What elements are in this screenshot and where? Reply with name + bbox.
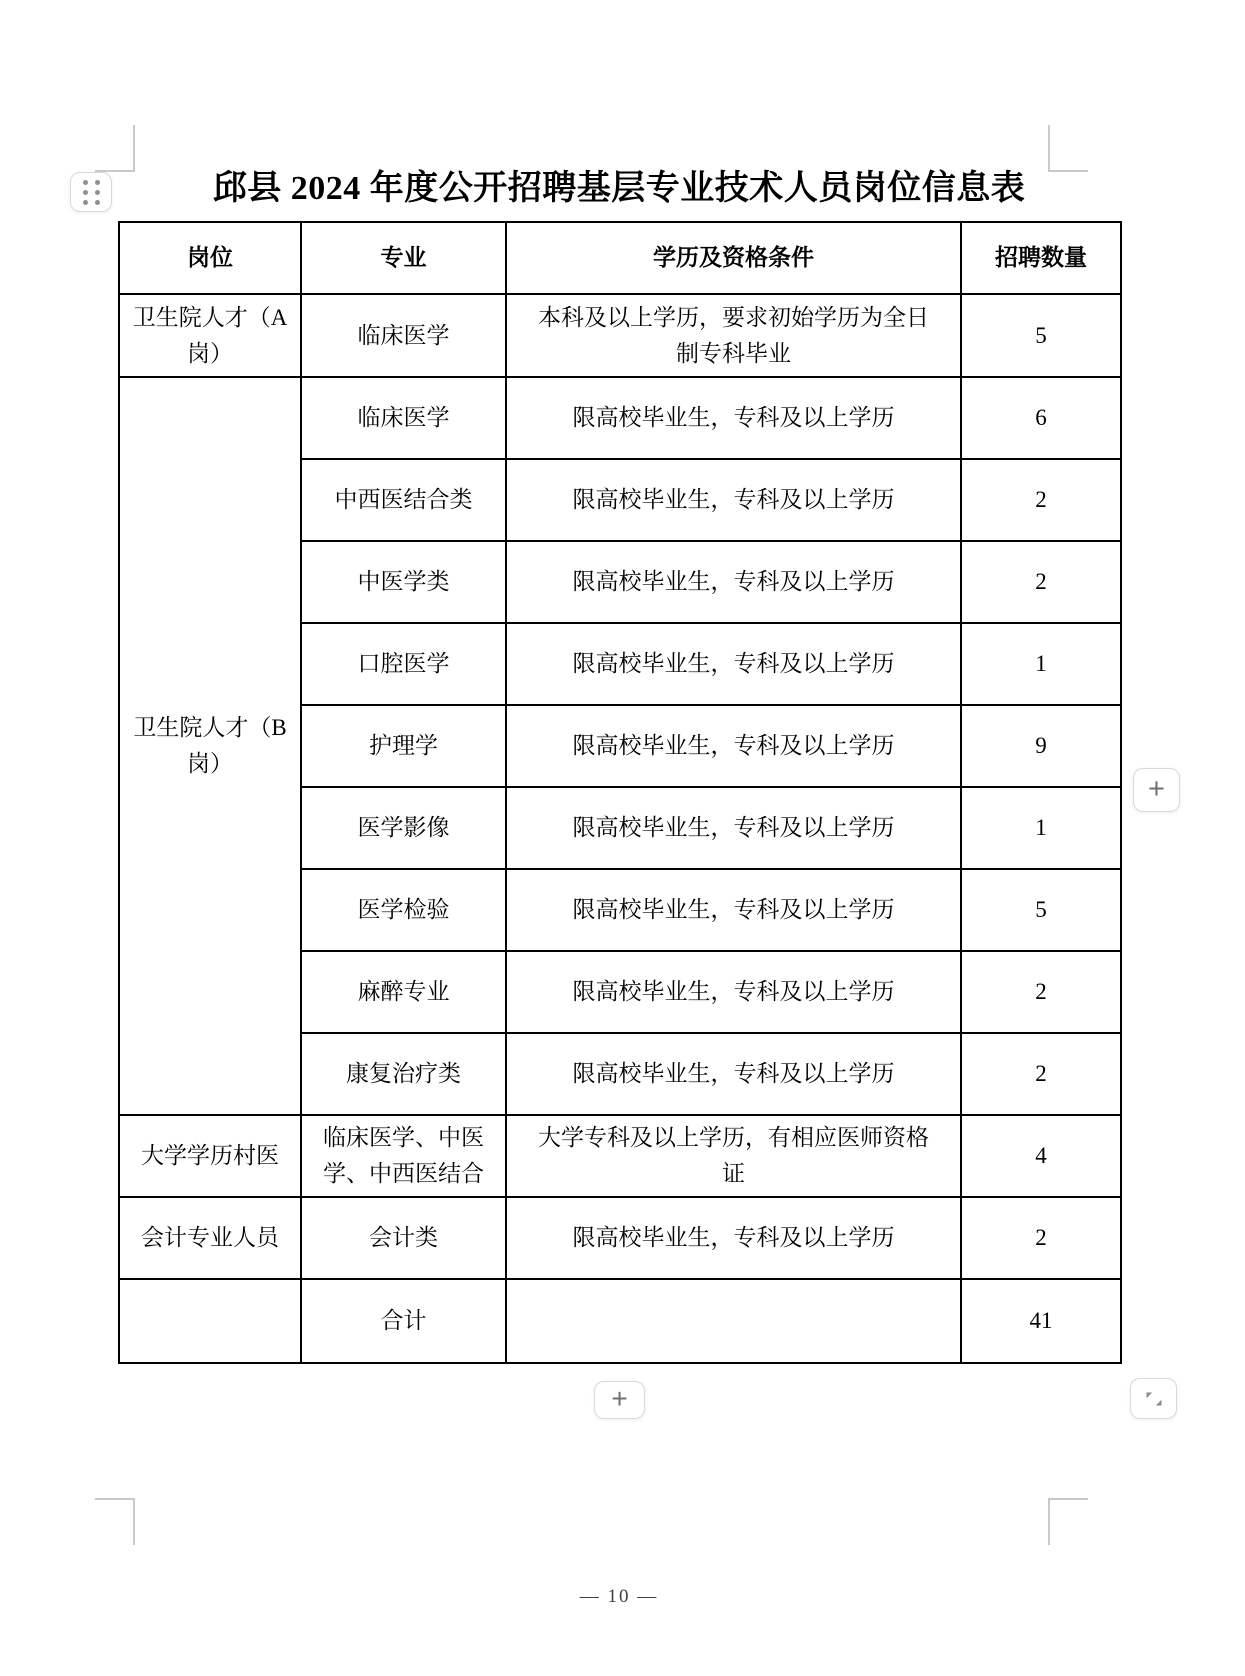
expand-table-button[interactable] <box>1130 1378 1177 1419</box>
major-cell: 麻醉专业 <box>301 951 506 1033</box>
major-cell: 临床医学 <box>301 294 506 377</box>
major-cell: 医学检验 <box>301 869 506 951</box>
count-cell: 4 <box>961 1115 1121 1197</box>
plus-icon: + <box>611 1383 628 1414</box>
table-row <box>119 1279 1121 1363</box>
major-cell: 护理学 <box>301 705 506 787</box>
count-cell: 6 <box>961 377 1121 459</box>
requirement-cell <box>506 1279 961 1363</box>
header-position: 岗位 <box>119 222 301 294</box>
table-row <box>119 1115 1121 1197</box>
table-row <box>119 294 1121 377</box>
recruitment-table <box>118 221 1122 1364</box>
count-cell: 5 <box>961 294 1121 377</box>
major-cell: 口腔医学 <box>301 623 506 705</box>
count-cell: 2 <box>961 951 1121 1033</box>
major-cell: 康复治疗类 <box>301 1033 506 1115</box>
requirement-cell: 限高校毕业生，专科及以上学历 <box>506 1033 961 1115</box>
count-cell: 2 <box>961 1197 1121 1279</box>
diagonal-expand-icon <box>1144 1390 1164 1408</box>
requirement-cell: 限高校毕业生，专科及以上学历 <box>506 787 961 869</box>
add-row-button[interactable] <box>594 1381 645 1419</box>
major-cell: 中医学类 <box>301 541 506 623</box>
count-cell: 1 <box>961 623 1121 705</box>
major-cell: 合计 <box>301 1279 506 1363</box>
add-column-button[interactable] <box>1133 768 1180 812</box>
requirement-cell: 大学专科及以上学历，有相应医师资格证 <box>506 1115 961 1197</box>
requirement-cell: 限高校毕业生，专科及以上学历 <box>506 377 961 459</box>
count-cell: 5 <box>961 869 1121 951</box>
header-row <box>119 222 1121 294</box>
position-cell: 大学学历村医 <box>119 1115 301 1197</box>
requirement-cell: 限高校毕业生，专科及以上学历 <box>506 869 961 951</box>
plus-icon: + <box>1148 772 1165 805</box>
major-cell: 中西医结合类 <box>301 459 506 541</box>
requirement-cell: 限高校毕业生，专科及以上学历 <box>506 623 961 705</box>
drag-dots-icon <box>83 180 100 205</box>
count-cell: 2 <box>961 459 1121 541</box>
requirement-cell: 限高校毕业生，专科及以上学历 <box>506 951 961 1033</box>
header-count: 招聘数量 <box>961 222 1121 294</box>
position-cell: 卫生院人才（B岗） <box>119 377 301 1115</box>
requirement-cell: 本科及以上学历，要求初始学历为全日制专科毕业 <box>506 294 961 377</box>
page-number: — 10 — <box>579 1586 659 1607</box>
major-cell: 临床医学 <box>301 377 506 459</box>
requirement-cell: 限高校毕业生，专科及以上学历 <box>506 705 961 787</box>
count-cell: 41 <box>961 1279 1121 1363</box>
boundary-mark-bottom-right <box>1048 1498 1088 1545</box>
position-cell <box>119 1279 301 1363</box>
major-cell: 会计类 <box>301 1197 506 1279</box>
count-cell: 2 <box>961 1033 1121 1115</box>
requirement-cell: 限高校毕业生，专科及以上学历 <box>506 1197 961 1279</box>
requirement-cell: 限高校毕业生，专科及以上学历 <box>506 459 961 541</box>
major-cell: 临床医学、中医学、中西医结合 <box>301 1115 506 1197</box>
boundary-mark-bottom-left <box>95 1498 135 1545</box>
header-major: 专业 <box>301 222 506 294</box>
header-requirement: 学历及资格条件 <box>506 222 961 294</box>
count-cell: 2 <box>961 541 1121 623</box>
position-cell: 会计专业人员 <box>119 1197 301 1279</box>
requirement-cell: 限高校毕业生，专科及以上学历 <box>506 541 961 623</box>
table-body <box>119 294 1121 1363</box>
page-title: 邱县 2024 年度公开招聘基层专业技术人员岗位信息表 <box>212 170 1026 207</box>
table-row <box>119 1197 1121 1279</box>
position-cell: 卫生院人才（A岗） <box>119 294 301 377</box>
count-cell: 9 <box>961 705 1121 787</box>
major-cell: 医学影像 <box>301 787 506 869</box>
table-drag-handle-button[interactable] <box>70 172 112 212</box>
table-row <box>119 377 1121 459</box>
count-cell: 1 <box>961 787 1121 869</box>
